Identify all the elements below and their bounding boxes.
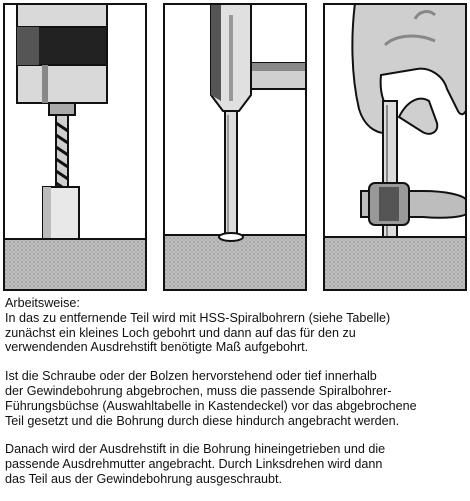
illustration-row [3,3,467,293]
hand-wrench-icon [325,5,465,289]
drill-icon [5,5,145,289]
instructions-text [5,296,465,501]
instructions-heading: Arbeitsweise: [5,296,80,310]
hammer-icon [165,5,305,289]
instructions-paragraph-2: Ist die Schraube oder der Bolzen hervorstehend oder tief innerhalb der Gewindebohrung abgebrochen, muss die passende Spiralbohrer- Führungsbüchse (Auswahltabelle in Kastendeckel) vor das abgebrochene Teil gesetzt und die Bohrung durch diese hindurch angebracht werden. [5,369,417,428]
unscrewing-illustration [323,3,467,291]
drilling-illustration [3,3,147,291]
hammering-illustration [163,3,307,291]
instructions-paragraph-3: Danach wird der Ausdrehstift in die Bohrung hineingetrieben und die passende Ausdrehmutter angebracht. Durch Linksdrehen wird dann das Teil aus der Gewindebohrung ausgeschraubt. [5,442,386,486]
instructions-paragraph-1: In das zu entfernende Teil wird mit HSS-Spiralbohrern (siehe Tabelle) zunächst ein kleines Loch gebohrt und dann auf das für den zu verwendenden Ausdrehstift benötigte Maß aufgebohrt. [5,310,391,355]
